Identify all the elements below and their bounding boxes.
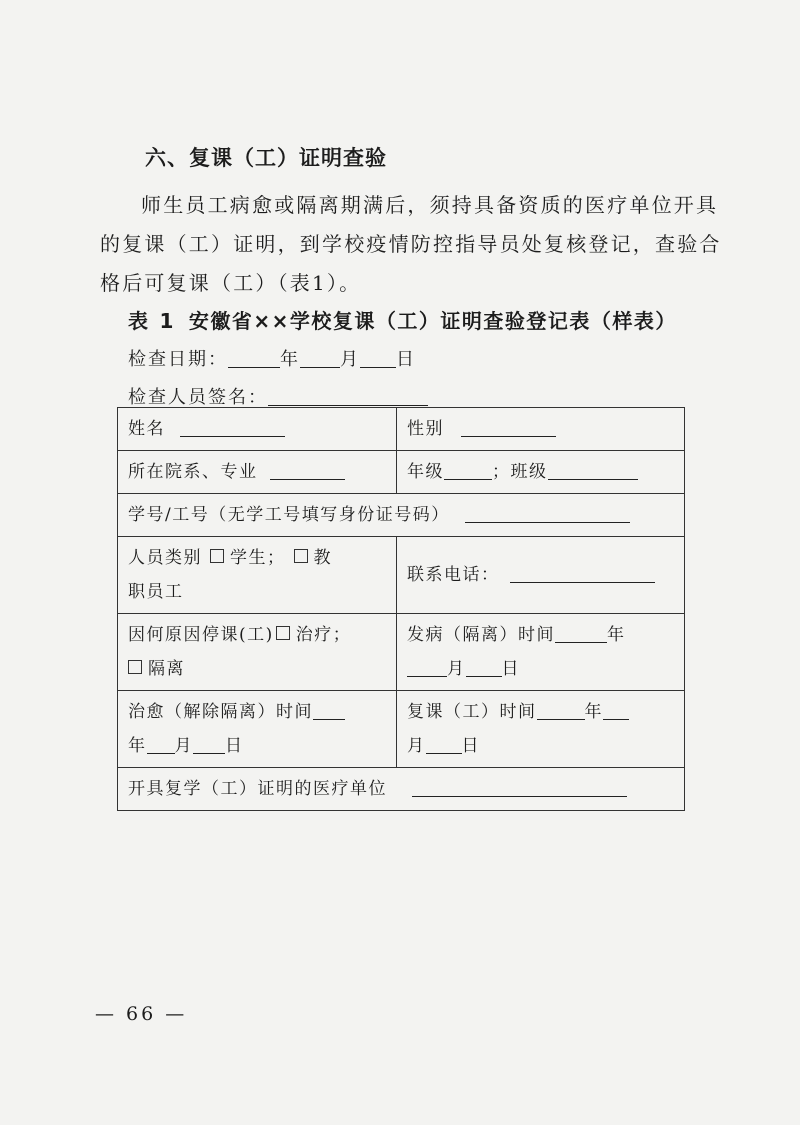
grade-class-cell xyxy=(397,451,685,494)
table-row xyxy=(118,537,685,614)
paragraph-line: 的复课（工）证明，到学校疫情防控指导员处复核登记，查验合 xyxy=(100,232,722,256)
class-separator: ； xyxy=(492,462,511,482)
page-number: — 66 — xyxy=(95,1003,188,1025)
staff-option-label-cont: 职员工 xyxy=(128,582,184,602)
table-row xyxy=(118,614,685,691)
table-row xyxy=(118,494,685,537)
day-label: 日 xyxy=(501,659,520,679)
id-number-label: 学号/工号（无学工号填写身份证号码） xyxy=(128,505,450,525)
inspector-sign-label: 检查人员签名： xyxy=(128,387,268,408)
month-label: 月 xyxy=(340,349,360,370)
table-title xyxy=(128,305,677,334)
issuer-label: 开具复学（工）证明的医疗单位 xyxy=(128,779,387,799)
treatment-option-label: 治疗； xyxy=(295,625,352,645)
day-label: 日 xyxy=(396,349,416,370)
paragraph-line: 师生员工病愈或隔离期满后，须持具备资质的医疗单位开具 xyxy=(141,193,719,217)
grade-blank[interactable] xyxy=(444,461,492,480)
gender-label: 性别 xyxy=(407,419,444,439)
year-label: 年 xyxy=(584,702,603,722)
class-blank[interactable] xyxy=(548,461,638,480)
id-number-cell xyxy=(118,494,685,537)
table-title-text: 安徽省××学校复课（工）证明查验登记表（样表） xyxy=(188,309,677,333)
month-label: 月 xyxy=(407,736,426,756)
recovery-year-blank[interactable] xyxy=(313,701,345,720)
gender-blank[interactable] xyxy=(461,418,556,437)
issuer-blank[interactable] xyxy=(412,778,627,797)
department-cell xyxy=(118,451,397,494)
recovery-time-cell xyxy=(118,691,397,768)
student-option-label: 学生； xyxy=(230,548,286,568)
day-blank[interactable] xyxy=(360,349,396,368)
registration-form-table xyxy=(117,407,685,811)
inspector-sign-blank[interactable] xyxy=(268,387,428,406)
table-row xyxy=(118,691,685,768)
month-label: 月 xyxy=(447,659,466,679)
resume-month-blank[interactable] xyxy=(603,701,629,720)
id-number-blank[interactable] xyxy=(465,504,630,523)
day-label: 日 xyxy=(225,736,244,756)
table-row xyxy=(118,408,685,451)
reason-cell xyxy=(118,614,397,691)
isolation-checkbox[interactable] xyxy=(128,660,142,674)
category-cell xyxy=(118,537,397,614)
month-label: 月 xyxy=(174,736,193,756)
recovery-time-label: 治愈（解除隔离）时间 xyxy=(128,702,313,722)
inspector-sign-line xyxy=(128,383,428,409)
table-title-label: 表 xyxy=(128,309,150,333)
category-label: 人员类别 xyxy=(128,548,202,568)
name-blank[interactable] xyxy=(180,418,285,437)
section-heading: 六、复课（工）证明查验 xyxy=(145,146,387,170)
year-label: 年 xyxy=(607,625,626,645)
table-row xyxy=(118,451,685,494)
name-label: 姓名 xyxy=(128,419,165,439)
department-blank[interactable] xyxy=(270,461,345,480)
onset-time-label: 发病（隔离）时间 xyxy=(407,625,555,645)
phone-label: 联系电话： xyxy=(407,565,500,585)
table-title-number: 1 xyxy=(159,309,175,333)
onset-month-blank[interactable] xyxy=(407,658,447,677)
gender-cell xyxy=(397,408,685,451)
staff-option-label: 教 xyxy=(313,548,332,568)
reason-label: 因何原因停课(工) xyxy=(128,625,274,645)
onset-time-cell xyxy=(397,614,685,691)
resume-day-blank[interactable] xyxy=(426,735,462,754)
check-date-line xyxy=(128,345,416,371)
check-date-label: 检查日期： xyxy=(128,349,228,370)
resume-time-label: 复课（工）时间 xyxy=(407,702,537,722)
class-label: 班级 xyxy=(510,462,548,482)
recovery-day-blank[interactable] xyxy=(193,735,225,754)
department-label: 所在院系、专业 xyxy=(128,462,258,482)
year-label: 年 xyxy=(280,349,300,370)
body-paragraph xyxy=(100,186,722,303)
student-checkbox[interactable] xyxy=(210,549,224,563)
day-label: 日 xyxy=(461,736,480,756)
paragraph-line: 格后可复课（工）（表1）。 xyxy=(100,271,362,295)
recovery-month-blank[interactable] xyxy=(147,735,175,754)
table-row xyxy=(118,768,685,811)
staff-checkbox[interactable] xyxy=(294,549,308,563)
treatment-checkbox[interactable] xyxy=(276,626,290,640)
name-cell xyxy=(118,408,397,451)
grade-label: 年级 xyxy=(407,462,444,482)
resume-time-cell xyxy=(397,691,685,768)
resume-year-blank[interactable] xyxy=(537,701,585,720)
year-blank[interactable] xyxy=(228,349,280,368)
issuer-cell xyxy=(118,768,685,811)
phone-cell xyxy=(397,537,685,614)
year-label: 年 xyxy=(128,736,147,756)
isolation-option-label: 隔离 xyxy=(148,659,185,679)
phone-blank[interactable] xyxy=(510,564,655,583)
onset-day-blank[interactable] xyxy=(466,658,502,677)
month-blank[interactable] xyxy=(300,349,340,368)
onset-year-blank[interactable] xyxy=(555,624,607,643)
